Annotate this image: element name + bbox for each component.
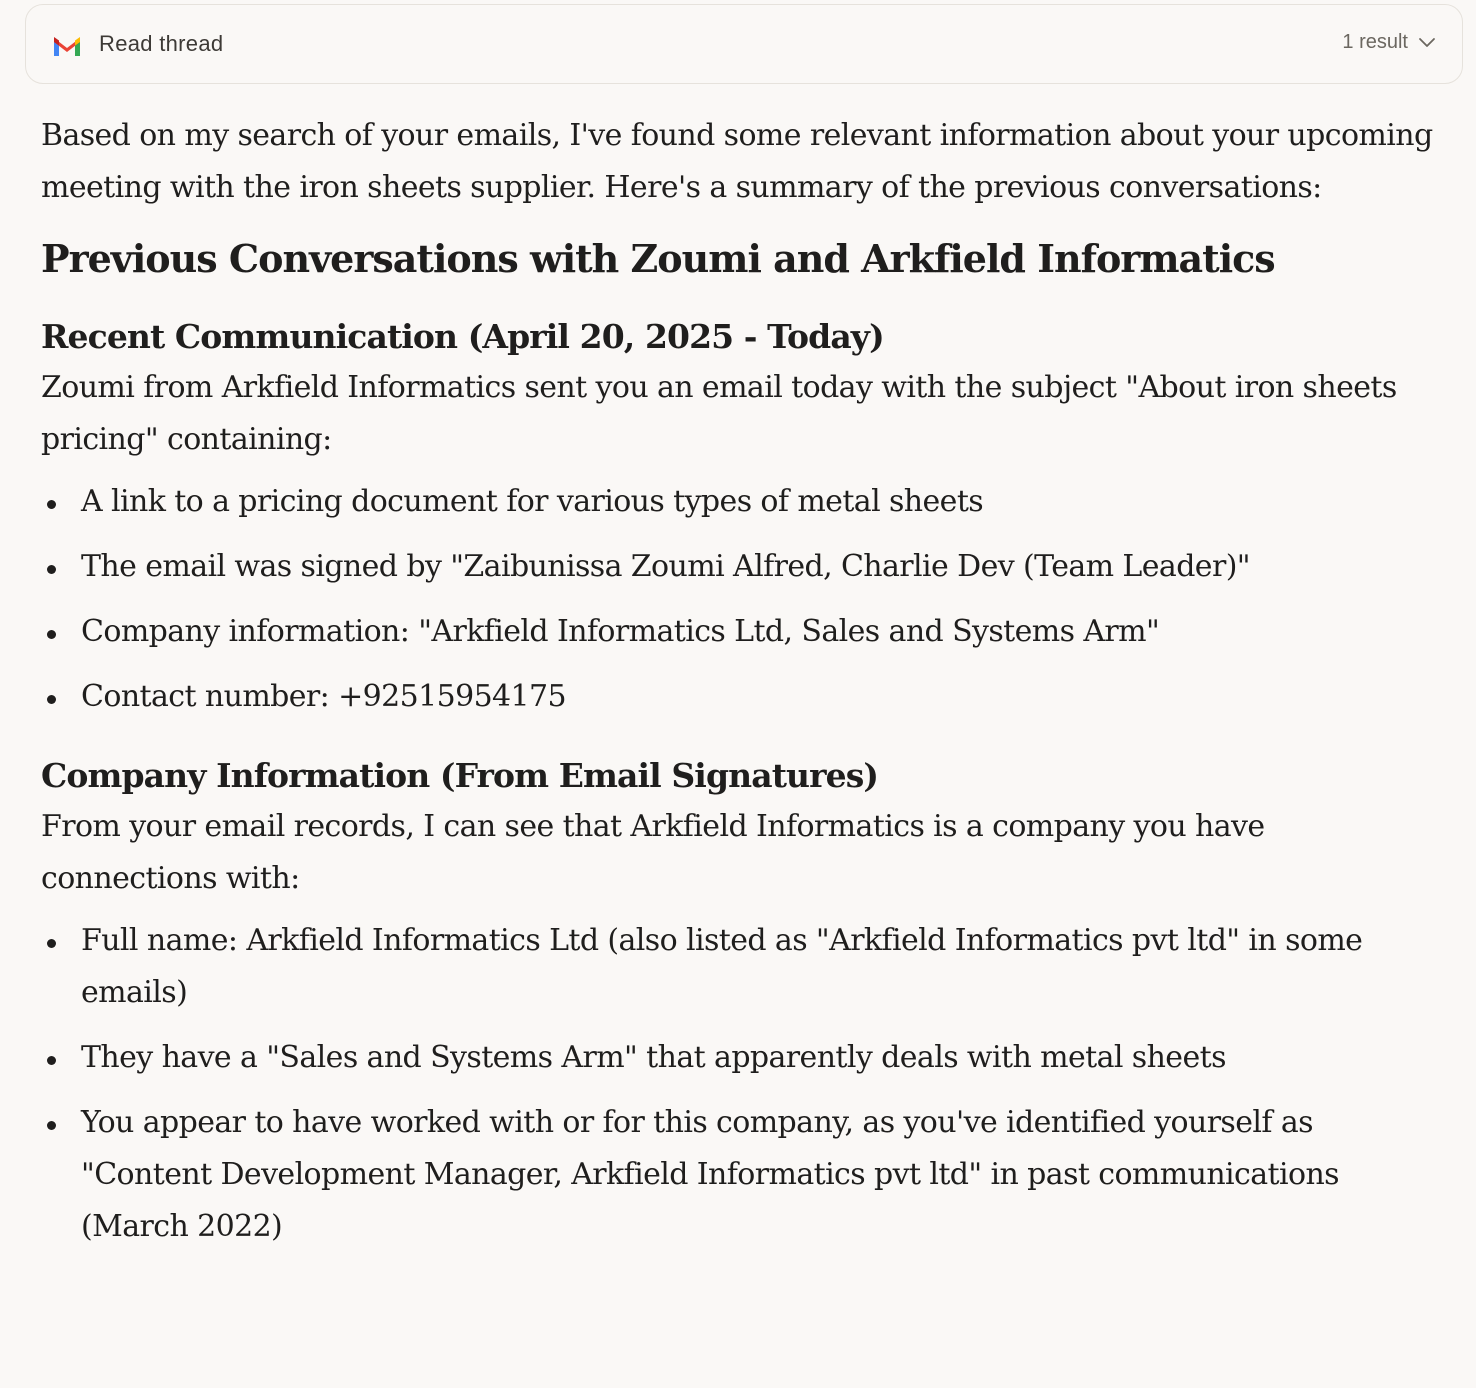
bullet-list-recent [41,476,1441,723]
result-count: 1 result [1342,31,1408,53]
bullet-list-company [41,915,1441,1253]
section-heading-recent: Recent Communication (April 20, 2025 - Today) [41,317,884,356]
list-item [41,671,1441,723]
list-item [41,606,1441,658]
list-item [41,915,1441,1019]
section-text-company: From your email records, I can see that Arkfield Informatics is a company you have connections with: [41,809,1265,896]
chevron-down-icon [1418,37,1436,49]
main-heading: Previous Conversations with Zoumi and Arkfield Informatics [41,236,1275,281]
bullet-icon [47,939,56,948]
list-item [41,476,1441,528]
list-item-text: Contact number: +92515954175 [81,679,566,714]
list-item-text: You appear to have worked with or for this company, as you've identified yourself as "Content Development Manager, Arkfield Informatics pvt ltd" in past communications (March 2022) [81,1105,1339,1244]
tool-call-label: Read thread [99,31,224,56]
section-text-recent: Zoumi from Arkfield Informatics sent you an email today with the subject "About iron sheets pricing" containing: [41,370,1397,457]
gmail-icon [52,35,82,57]
list-item [41,541,1441,593]
list-item-text: They have a "Sales and Systems Arm" that apparently deals with metal sheets [81,1040,1226,1075]
results-toggle[interactable] [1342,31,1436,54]
list-item [41,1097,1441,1253]
list-item [41,1032,1441,1084]
intro-paragraph: Based on my search of your emails, I've found some relevant information about your upcoming meeting with the iron sheets supplier. Here's a summary of the previous conversations: [41,118,1433,205]
bullet-icon [47,500,56,509]
assistant-message [41,110,1441,1253]
bullet-icon [47,1056,56,1065]
list-item-text: Company information: "Arkfield Informatics Ltd, Sales and Systems Arm" [81,614,1160,649]
bullet-icon [47,1121,56,1130]
list-item-text: The email was signed by "Zaibunissa Zoumi Alfred, Charlie Dev (Team Leader)" [81,549,1250,584]
bullet-icon [47,565,56,574]
section-heading-company: Company Information (From Email Signatures) [41,756,879,795]
tool-call-card[interactable] [25,4,1463,84]
list-item-text: A link to a pricing document for various types of metal sheets [81,484,984,519]
bullet-icon [47,695,56,704]
list-item-text: Full name: Arkfield Informatics Ltd (also listed as "Arkfield Informatics pvt ltd" in some emails) [81,923,1363,1010]
bullet-icon [47,630,56,639]
